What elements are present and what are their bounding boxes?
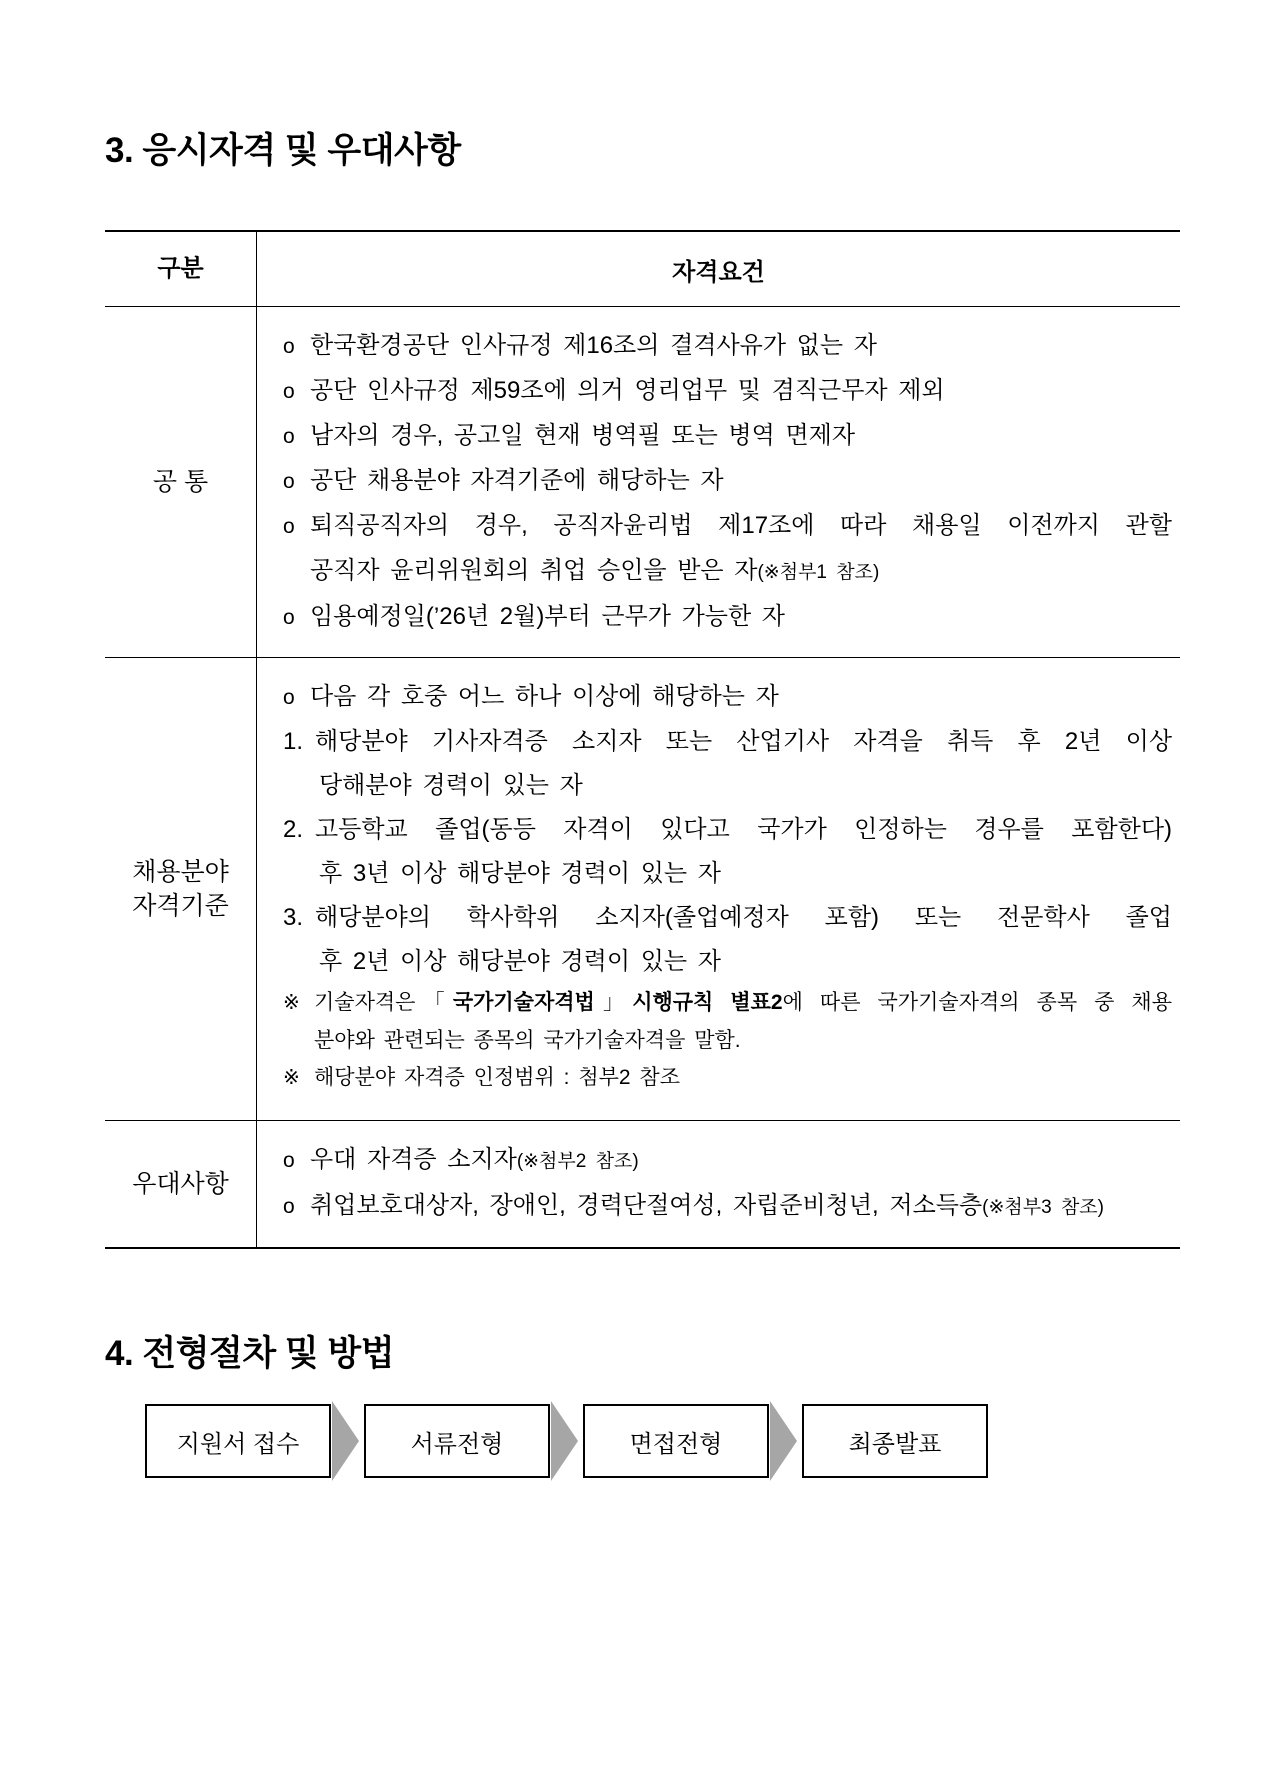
- table-row-preference: [105, 1121, 1180, 1247]
- note-marker: ※: [283, 1067, 300, 1089]
- bullet-marker: o: [283, 1149, 295, 1172]
- bullet-marker: o: [283, 380, 295, 403]
- footnote: ※ 기술자격은「국가기술자격법」시행규칙 별표2에 따른 국가기술자격의 종목 중 채용: [283, 984, 1172, 1022]
- qualification-line: o 한국환경공단 인사규정 제16조의 결격사유가 없는 자: [283, 324, 1172, 369]
- qualification-line: o 공단 채용분야 자격기준에 해당하는 자: [283, 459, 1172, 504]
- row-label-common: 공 통: [105, 307, 257, 657]
- table-header-category: 구분: [105, 232, 257, 306]
- qualification-line: o 임용예정일(’26년 2월)부터 근무가 가능한 자: [283, 595, 1172, 640]
- row-label-preference: 우대사항: [105, 1121, 257, 1247]
- qualification-line: o 퇴직공직자의 경우, 공직자윤리법 제17조에 따라 채용일 이전까지 관할: [283, 504, 1172, 549]
- row-body-common: [257, 307, 1180, 657]
- row-label-criteria: 채용분야 자격기준: [105, 658, 257, 1120]
- numbered-item: 1. 해당분야 기사자격증 소지자 또는 산업기사 자격을 취득 후 2년 이상: [283, 720, 1172, 764]
- flow-step-final-announcement: 최종발표: [802, 1404, 988, 1478]
- bullet-marker: o: [283, 425, 295, 448]
- row-body-criteria: [257, 658, 1180, 1120]
- section-3-title: 3. 응시자격 및 우대사항: [105, 131, 461, 170]
- qualification-line: o 취업보호대상자, 장애인, 경력단절여성, 자립준비청년, 저소득층(※첨부3 참조): [283, 1184, 1172, 1230]
- row-body-preference: [257, 1121, 1180, 1247]
- arrow-right-icon: [551, 1401, 578, 1481]
- item-number: 1.: [283, 728, 304, 755]
- attachment-reference: (※첨부2 참조): [516, 1151, 639, 1172]
- qualification-line: o 남자의 경우, 공고일 현재 병역필 또는 병역 면제자: [283, 414, 1172, 459]
- numbered-item-continued: 당해분야 경력이 있는 자: [319, 772, 583, 799]
- table-header-row: [105, 232, 1180, 307]
- arrow-right-icon: [332, 1401, 359, 1481]
- numbered-item-continued: 후 2년 이상 해당분야 경력이 있는 자: [319, 948, 721, 975]
- section-4-title: 4. 전형절차 및 방법: [105, 1334, 395, 1373]
- flow-step-interview: 면접전형: [583, 1404, 769, 1478]
- bullet-marker: o: [283, 686, 295, 709]
- numbered-item: 3. 해당분야의 학사학위 소지자(졸업예정자 포함) 또는 전문학사 졸업: [283, 896, 1172, 940]
- qualification-table: [105, 230, 1180, 1249]
- numbered-item-continued: 후 3년 이상 해당분야 경력이 있는 자: [319, 860, 721, 887]
- note-marker: ※: [283, 992, 300, 1014]
- item-number: 2.: [283, 816, 304, 843]
- table-header-requirement: 자격요건: [672, 258, 765, 286]
- attachment-reference: (※첨부3 참조): [982, 1197, 1104, 1218]
- process-flow: [145, 1401, 1180, 1481]
- footnote: ※ 해당분야 자격증 인정범위 : 첨부2 참조: [283, 1059, 1172, 1097]
- item-number: 3.: [283, 904, 304, 931]
- bullet-marker: o: [283, 515, 295, 538]
- qualification-line: o 우대 자격증 소지자(※첨부2 참조): [283, 1138, 1172, 1184]
- flow-step-document-screening: 서류전형: [364, 1404, 550, 1478]
- bullet-marker: o: [283, 470, 295, 493]
- flow-step-application: 지원서 접수: [145, 1404, 331, 1478]
- numbered-item: 2. 고등학교 졸업(동등 자격이 있다고 국가가 인정하는 경우를 포함한다): [283, 808, 1172, 852]
- qualification-line-continued: 공직자 윤리위원회의 취업 승인을 받은 자(※첨부1 참조): [310, 557, 880, 584]
- qualification-line: o 공단 인사규정 제59조에 의거 영리업무 및 겸직근무자 제외: [283, 369, 1172, 414]
- qualification-line: o 다음 각 호중 어느 하나 이상에 해당하는 자: [283, 675, 1172, 720]
- attachment-reference: (※첨부1 참조): [757, 562, 880, 583]
- footnote-continued: 분야와 관련되는 종목의 국가기술자격을 말함.: [314, 1029, 741, 1052]
- bullet-marker: o: [283, 606, 295, 629]
- bullet-marker: o: [283, 1195, 295, 1218]
- table-row-criteria: [105, 658, 1180, 1121]
- bullet-marker: o: [283, 335, 295, 358]
- arrow-right-icon: [770, 1401, 797, 1481]
- table-row-common: [105, 307, 1180, 658]
